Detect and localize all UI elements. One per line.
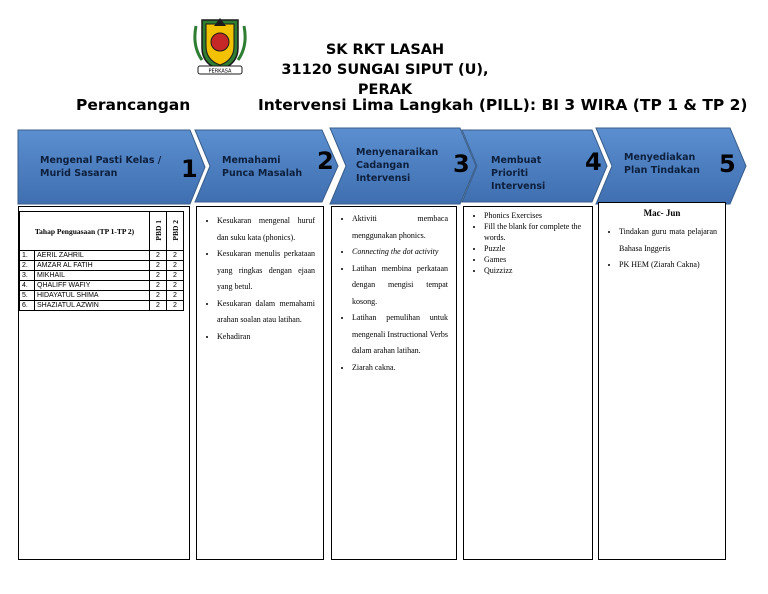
pbd2-header-cell [167, 212, 184, 251]
table-row [20, 261, 184, 271]
plan-title-left: Perancangan [76, 96, 191, 114]
pbd1-value: 2 [150, 271, 167, 281]
pbd1-header: PBD 1 [153, 219, 163, 241]
student-name: AMZAR AL FATIH [35, 261, 150, 271]
list-item: • Latihan membina perkataan dengan mengisi tempat kosong. [352, 261, 448, 311]
pbd1-value: 2 [150, 291, 167, 301]
table-row [20, 291, 184, 301]
action-plan-period: Mac- Jun [643, 208, 681, 218]
list-item: • Ziarah cakna. [352, 360, 448, 377]
pbd2-value: 2 [167, 281, 184, 291]
pbd1-value: 2 [150, 281, 167, 291]
step-4-title: Membuat Prioriti Intervensi [491, 155, 546, 192]
list-item: • Kehadiran [217, 329, 315, 346]
intervention-suggestions-box [331, 206, 457, 560]
table-header-label: Tahap Penguasaan (TP 1-TP 2) [34, 226, 135, 236]
list-item: • Games [484, 254, 588, 265]
student-rows [20, 251, 184, 311]
list-item: • Latihan pemulihan untuk mengenali Instructional Verbs dalam arahan latihan. [352, 310, 448, 360]
school-name: SK RKT LASAH [325, 42, 445, 58]
pbd2-value: 2 [167, 261, 184, 271]
pbd2-value: 2 [167, 291, 184, 301]
pbd1-value: 2 [150, 261, 167, 271]
step-5-number: 5 [719, 150, 736, 178]
intervention-priority-list [464, 210, 592, 276]
table-row [20, 271, 184, 281]
table-header-row [20, 212, 184, 251]
pbd2-value: 2 [167, 271, 184, 281]
pbd2-value: 2 [167, 251, 184, 261]
step-3-number: 3 [453, 150, 470, 178]
row-number: 5. [20, 291, 35, 301]
student-name: HIDAYATUL SHIMA [35, 291, 150, 301]
student-name: MIKHAIL [35, 271, 150, 281]
list-item: • Aktiviti membaca menggunakan phonics. [352, 211, 448, 244]
table-row [20, 301, 184, 311]
intervention-suggestions-list [332, 211, 456, 376]
table-row [20, 251, 184, 261]
row-number: 2. [20, 261, 35, 271]
pbd1-value: 2 [150, 251, 167, 261]
pbd2-header: PBD 2 [170, 219, 180, 241]
row-number: 1. [20, 251, 35, 261]
step-5-title: Menyediakan Plan Tindakan [624, 152, 700, 176]
action-plan-box [598, 202, 726, 560]
action-plan-list [599, 224, 725, 274]
list-item: • Fill the blank for complete the words. [484, 221, 588, 243]
school-address: 31120 SUNGAI SIPUT (U), PERAK [281, 62, 489, 98]
pbd1-header-cell [150, 212, 167, 251]
list-item: • Phonics Exercises [484, 210, 588, 221]
step-3-title: Menyenaraikan Cadangan Intervensi [356, 147, 439, 184]
list-item: • Tindakan guru mata pelajaran Bahasa Inggeris [619, 224, 717, 257]
list-item: • PK HEM (Ziarah Cakna) [619, 257, 717, 274]
problem-cause-list [197, 213, 323, 345]
intervention-priority-box [463, 206, 593, 560]
list-item: • Connecting the dot activity [352, 244, 448, 261]
step-1-title: Mengenal Pasti Kelas / Murid Sasaran [40, 155, 162, 179]
step-1-number: 1 [181, 155, 198, 183]
table-header-cell [20, 212, 150, 251]
logo-banner-text: PERKASA [208, 68, 232, 75]
pbd1-value: 2 [150, 301, 167, 311]
student-name: SHAZIATUL AZWIN [35, 301, 150, 311]
step-4-number: 4 [585, 148, 602, 176]
student-table [19, 211, 184, 311]
row-number: 3. [20, 271, 35, 281]
student-name: AERIL ZAHRIL [35, 251, 150, 261]
row-number: 4. [20, 281, 35, 291]
row-number: 6. [20, 301, 35, 311]
list-item: • Kesukaran menulis perkataan yang ringkas dengan ejaan yang betul. [217, 246, 315, 296]
list-item: • Quizzizz [484, 265, 588, 276]
problem-cause-box [196, 206, 324, 560]
list-item: • Puzzle [484, 243, 588, 254]
pbd2-value: 2 [167, 301, 184, 311]
step-2-title: Memahami Punca Masalah [222, 155, 303, 179]
list-item: • Kesukaran dalam memahami arahan soalan atau latihan. [217, 296, 315, 329]
student-name: QHALIFF WAFIY [35, 281, 150, 291]
plan-title-right: Intervensi Lima Langkah (PILL): BI 3 WIRA (TP 1 & TP 2) [258, 96, 748, 114]
table-row [20, 281, 184, 291]
list-item: • Kesukaran mengenal huruf dan suku kata (phonics). [217, 213, 315, 246]
step-2-number: 2 [317, 147, 334, 175]
